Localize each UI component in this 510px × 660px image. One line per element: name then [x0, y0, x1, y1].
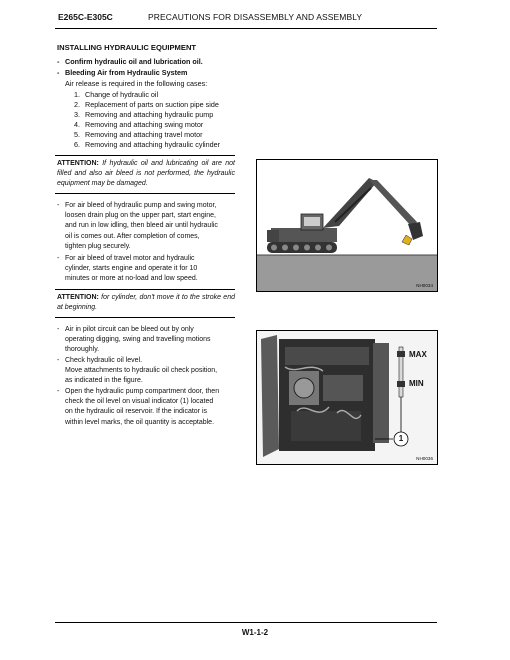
text-line: thoroughly. — [65, 346, 100, 354]
case-item: Removing and attaching hydraulic cylinder — [85, 140, 221, 149]
text-line: and run in low idling, then bleed air until hydraulic — [65, 222, 218, 230]
page-number: W1-1-2 — [241, 628, 269, 637]
text-line: Open the hydraulic pump compartment door, then — [65, 388, 220, 395]
case-item: Replacement of parts on suction pipe side — [85, 100, 219, 109]
attention-rule-bottom — [55, 193, 235, 194]
text-line: within level marks, the oil quantity is acceptable. — [65, 418, 215, 426]
min-level-label: MIN — [409, 379, 424, 388]
pilot-circuit-paragraph — [57, 325, 235, 356]
document-model: E265C-E305C — [58, 12, 113, 22]
attention-label: ATTENTION: — [57, 160, 99, 167]
attention-note-2 — [57, 293, 235, 313]
figure-code: NH0036 — [416, 456, 433, 461]
case-number: 6. — [74, 140, 80, 149]
bullet-dash: - — [57, 326, 60, 333]
text-line: Air in pilot circuit can be bleed out by only — [65, 326, 194, 333]
text-line: minutes or more at no-load and low speed. — [65, 275, 198, 283]
text-line: For air bleed of travel motor and hydraulic — [65, 255, 195, 262]
ground — [257, 255, 437, 291]
air-bleed-pump-paragraph — [57, 201, 235, 252]
case-number: 5. — [74, 130, 80, 139]
bullet-bleeding-air: Bleeding Air from Hydraulic System — [65, 68, 188, 77]
pump-compartment-figure — [256, 330, 438, 465]
text-line: cylinder, starts engine and operate it for 10 — [65, 265, 198, 273]
check-title: Check hydraulic oil level. — [65, 357, 143, 364]
text-line: check the oil level on visual indicator (1) located — [65, 398, 214, 406]
callout-number: 1 — [398, 434, 404, 443]
text-line: Move attachments to hydraulic oil check position, — [65, 367, 218, 375]
check-oil-level-paragraph — [57, 356, 235, 387]
text-line: tighten plug securely. — [65, 242, 131, 250]
bullet-dash: - — [57, 255, 60, 262]
boom — [323, 178, 377, 228]
bullet-confirm-oil: Confirm hydraulic oil and lubrication oil. — [65, 57, 203, 66]
bullet-dash: - — [57, 202, 60, 209]
attention-text: for cylinder, don't move it to the stroke end at beginning. — [57, 294, 235, 312]
case-number: 4. — [74, 120, 80, 129]
figure-code: NH0034 — [416, 283, 433, 288]
case-item: Change of hydraulic oil — [85, 90, 159, 99]
case-number: 1. — [74, 90, 80, 99]
case-item: Removing and attaching travel motor — [85, 130, 203, 139]
case-item: Removing and attaching swing motor — [85, 120, 204, 129]
text-line: on the hydraulic oil reservoir. If the indicator is — [65, 408, 208, 416]
excavator-figure — [256, 159, 438, 292]
text-line: operating digging, swing and travelling motions — [65, 336, 211, 344]
text-line: oil is comes out. After completion of comes, — [65, 232, 200, 240]
compartment-door — [261, 335, 279, 457]
text-line: loosen drain plug on the upper part, start engine, — [65, 212, 216, 220]
text-line: For air bleed of hydraulic pump and swing motor, — [65, 202, 217, 209]
attention-note-1 — [57, 159, 235, 190]
oil-reservoir — [373, 343, 389, 443]
attention-rule-bottom — [55, 317, 235, 318]
case-item: Removing and attaching hydraulic pump — [85, 110, 214, 119]
air-bleed-travel-paragraph — [57, 254, 235, 285]
section-title: INSTALLING HYDRAULIC EQUIPMENT — [57, 43, 197, 52]
attention-label: ATTENTION: — [57, 294, 99, 301]
bullet-dash: - — [57, 57, 60, 66]
open-door-paragraph — [57, 387, 235, 428]
page-header-title: PRECAUTIONS FOR DISASSEMBLY AND ASSEMBLY — [148, 12, 363, 22]
max-level-label: MAX — [409, 350, 427, 359]
bullet-dash: - — [57, 68, 60, 77]
header-rule — [55, 28, 437, 29]
arm — [369, 180, 417, 226]
attention-text: If hydraulic oil and lubricating oil are not filled and also air bleed is not performed, the hydraulic equipment may be damaged. — [57, 160, 235, 188]
air-release-intro: Air release is required in the following cases: — [65, 79, 208, 88]
case-number: 2. — [74, 100, 80, 109]
footer-rule — [55, 622, 437, 623]
bullet-dash: - — [57, 388, 60, 395]
bullet-dash: - — [57, 357, 60, 364]
attention-rule-top — [55, 289, 235, 290]
attention-rule-top — [55, 155, 235, 156]
bucket — [408, 222, 423, 240]
excavator-illustration — [257, 160, 437, 291]
case-number: 3. — [74, 110, 80, 119]
text-line: as indicated in the figure. — [65, 377, 143, 385]
